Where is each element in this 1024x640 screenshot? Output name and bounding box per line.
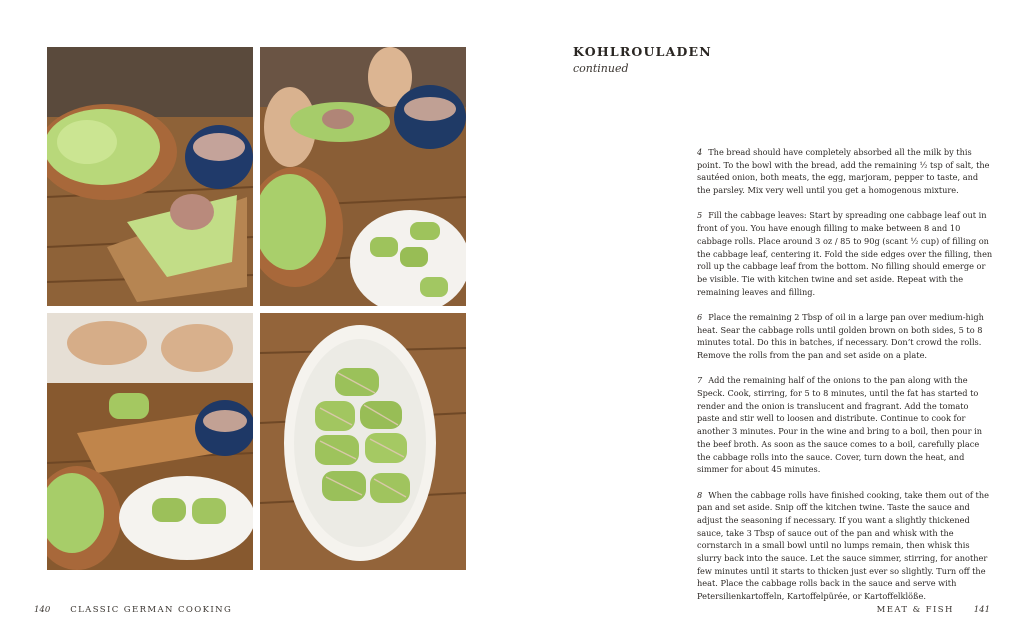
page-number-left: 140 (34, 605, 51, 615)
folio-right (877, 605, 990, 615)
step-text: Place the remaining 2 Tbsp of oil in a large pan over medium-high heat. Sear the cabbage rolls until golden brown on both sides, 5 to 8 minutes total. Do this in batches, if necessary. Don’t crowd the rolls. Remove the rolls from the pan and set aside on a plate. (697, 311, 984, 361)
step-7 (697, 374, 993, 476)
folio-left (34, 605, 232, 615)
step-number: 6 (697, 311, 703, 322)
step-number: 8 (697, 489, 703, 500)
page-number-right: 141 (973, 605, 990, 615)
step-text: Add the remaining half of the onions to the pan along with the Speck. Cook, stirring, for 5 to 8 minutes, until the fat has started to render and the onion is translucent and fragrant. Add the tomato paste and stir well to loosen and distribute. Continue to cook for another 3 minutes. Pour in the wine and bring to a boil, then pour in the beef broth. As soon as the sauce comes to a boil, carefully place the cabbage rolls into the sauce. Cover, turn down the heat, and simmer for about 45 minutes. (697, 375, 982, 475)
recipe-title: KOHLROULADEN (573, 44, 712, 59)
recipe-steps (697, 146, 993, 615)
photo-rolling-cabbage-leaves (260, 47, 466, 306)
step-6 (697, 311, 993, 362)
photo-cabbage-colander-and-filling (47, 47, 253, 306)
step-text: Fill the cabbage leaves: Start by spreading one cabbage leaf out in front of you. You have enough filling to make between 8 and 10 cabbage rolls. Place around 3 oz / 85 to 90g (scant ½ cup) of filling on the cabbage leaf, centering it. Fold the side edges over the filling, then roll up the cabbage leaf from the bottom. No filling should emerge or be visible. Tie with kitchen twine and set aside. Repeat with the remaining leaves and filling. (697, 210, 993, 297)
recipe-subtitle: continued (573, 62, 629, 75)
step-text: The bread should have completely absorbed all the milk by this point. To the bowl with the bread, add the remaining ½ tsp of salt, the sautéed onion, both meats, the egg, marjoram, pepper to taste, and the parsley. Mix very well until you get a homogenous mixture. (697, 147, 990, 196)
photo-tying-cabbage-rolls (47, 313, 253, 570)
step-5 (697, 209, 993, 298)
step-number: 7 (697, 375, 703, 386)
step-number: 4 (697, 147, 703, 157)
running-title-left: CLASSIC GERMAN COOKING (70, 605, 233, 615)
step-8 (697, 489, 993, 603)
step-number: 5 (697, 210, 703, 221)
photo-cabbage-rolls-on-platter (260, 313, 466, 570)
step-text: When the cabbage rolls have finished cooking, take them out of the pan and set aside. Snip off the kitchen twine. Taste the sauce and adjust the seasoning if necessary. If you want a slightly thickened sauce, take 3 Tbsp of sauce out of the pan and whisk with the cornstarch in a small bowl until no lumps remain, then whisk this slurry back into the sauce. Let the sauce simmer, stirring, for another few minutes until it starts to thicken just ever so slightly. Turn off the heat. Place the cabbage rolls back in the sauce and serve with Petersilienkartoffeln, Kartoffelpürée, or Kartoffelklöße. (697, 489, 989, 602)
step-4 (697, 146, 993, 197)
running-title-right: MEAT & FISH (876, 605, 954, 615)
